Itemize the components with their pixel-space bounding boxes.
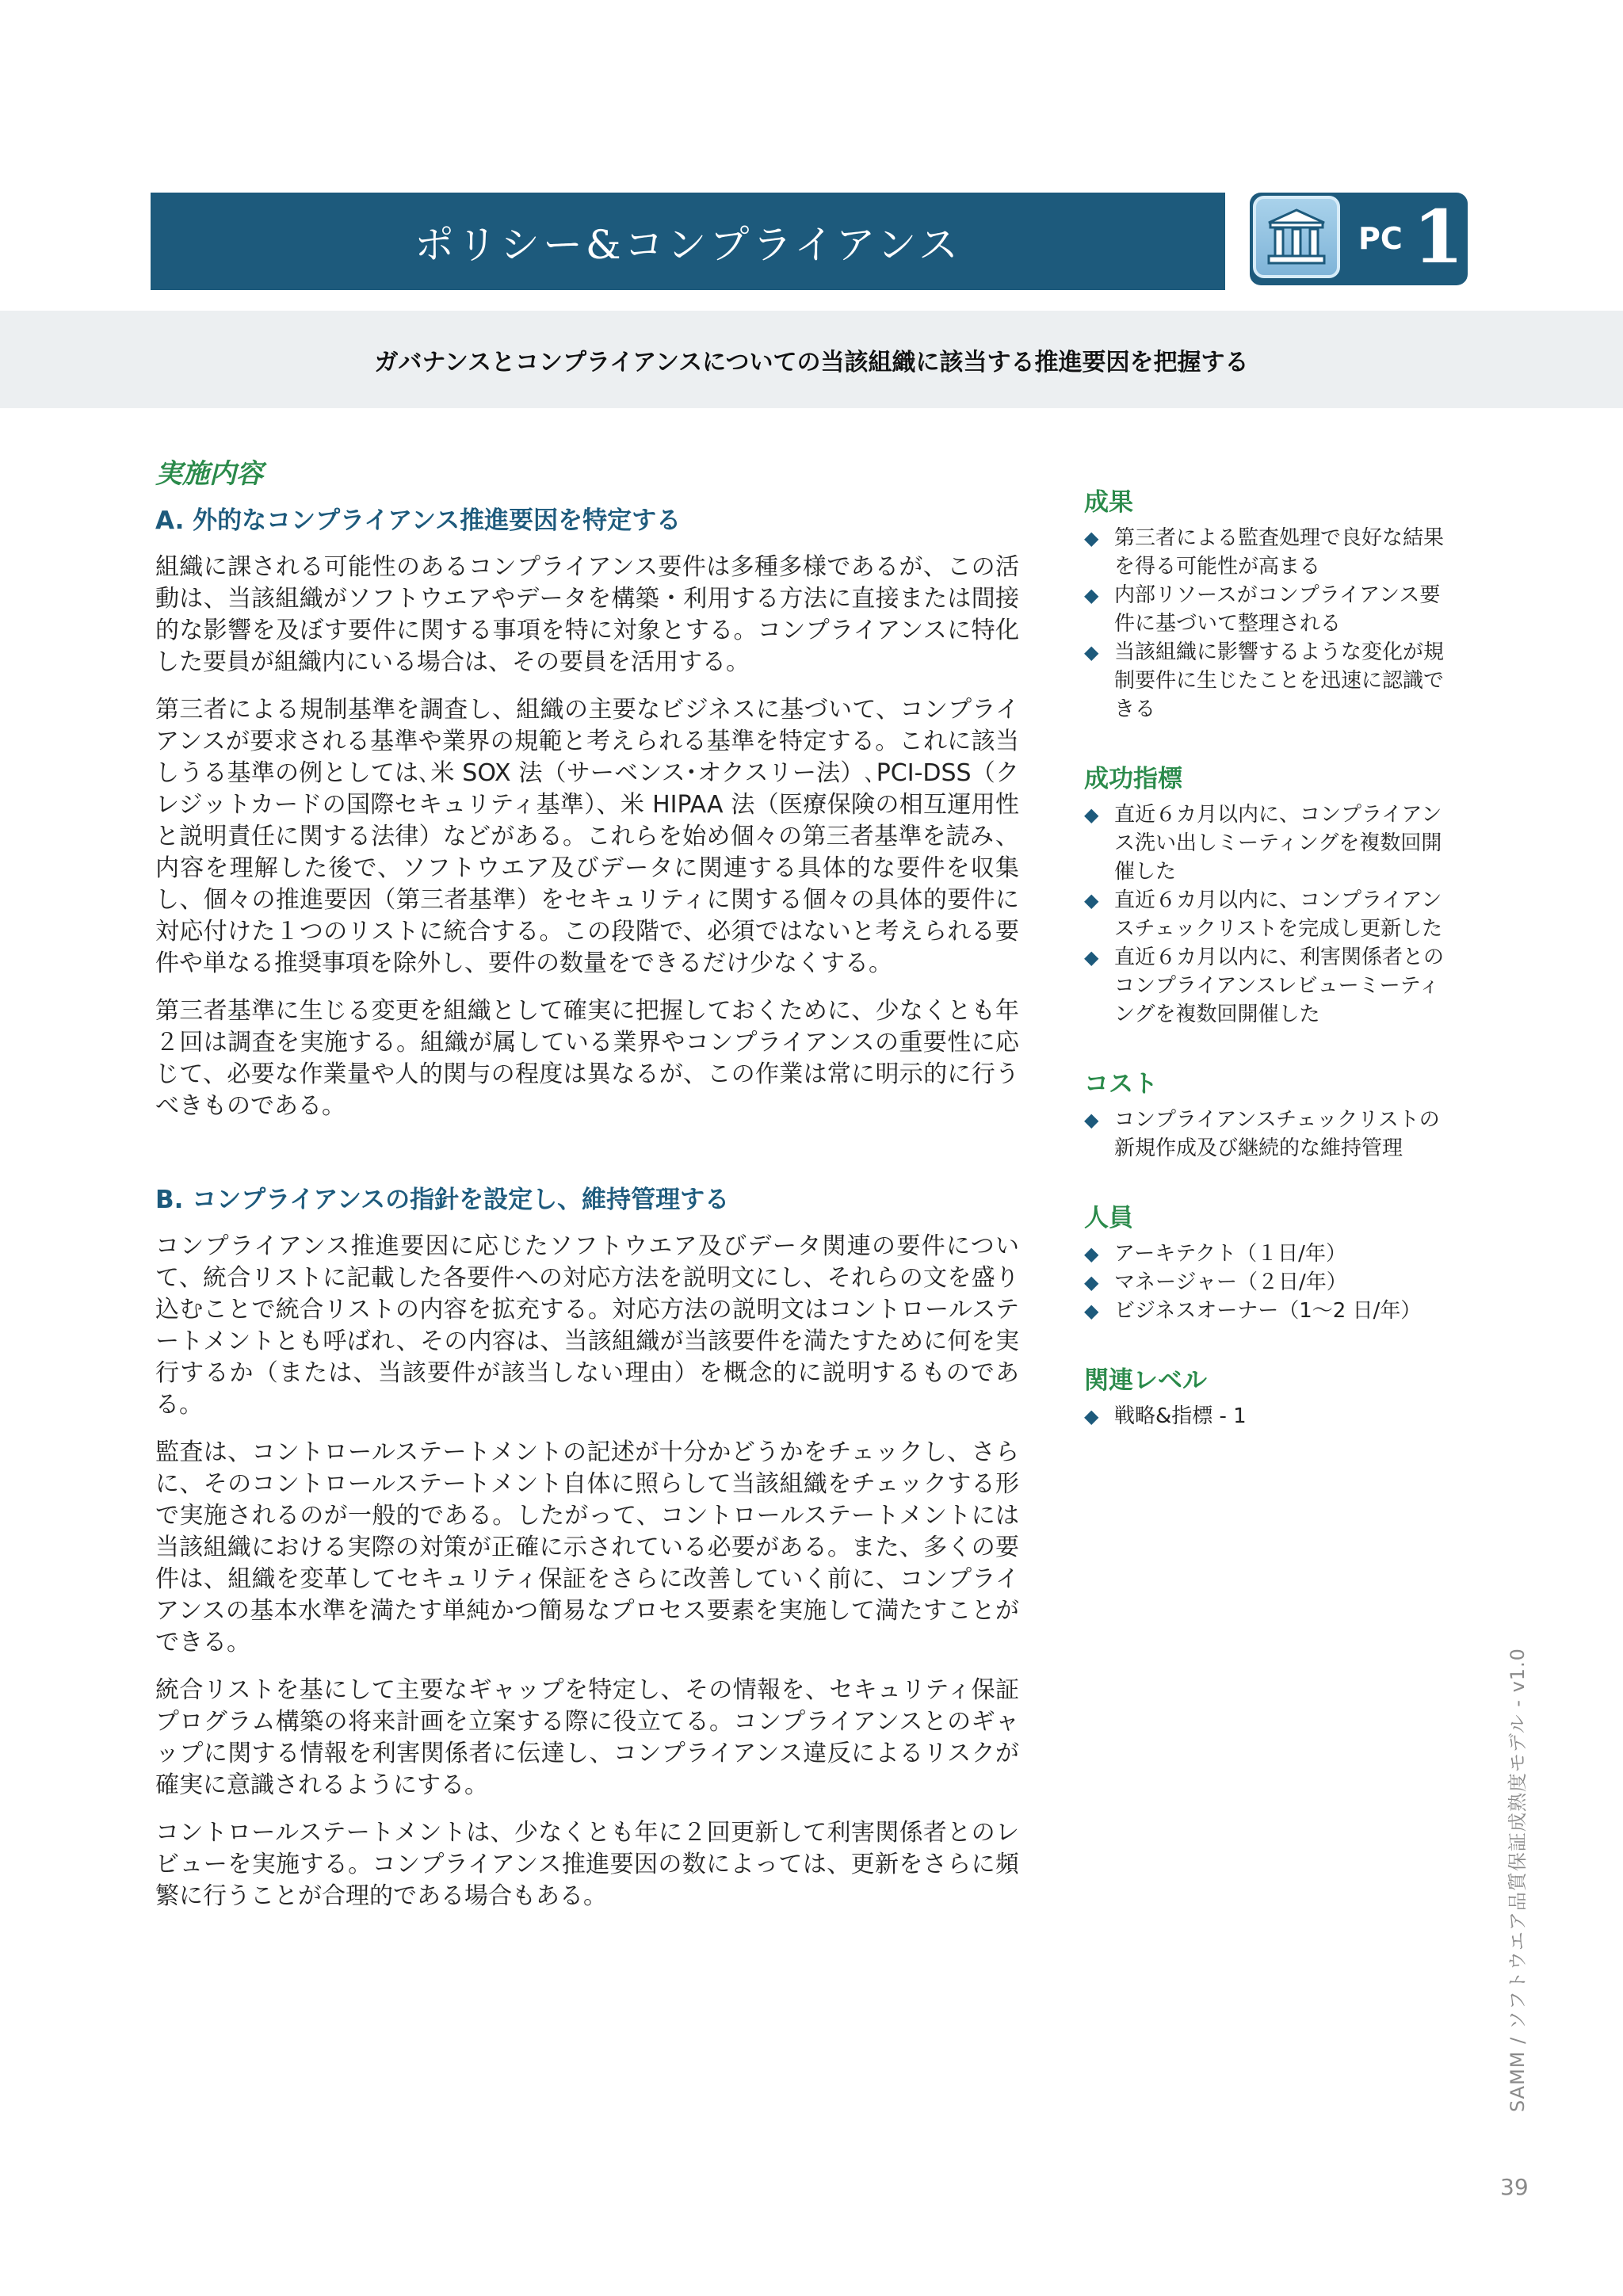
practice-code: PC xyxy=(1358,221,1403,256)
related-levels-heading: 関連レベル xyxy=(1084,1366,1207,1395)
list-item xyxy=(1084,581,1457,638)
list-item xyxy=(1084,524,1457,581)
activities-heading: 実施内容 xyxy=(155,458,263,490)
results-heading: 成果 xyxy=(1084,488,1133,517)
list-item xyxy=(1084,1268,1457,1297)
results-block xyxy=(1084,482,1457,724)
cost-block xyxy=(1084,1064,1457,1163)
list-item-text: ビジネスオーナー（1〜2 日/年） xyxy=(1114,1299,1422,1323)
activity-a-paragraph: 第三者による規制基準を調査し、組織の主要なビジネスに基づいて、コンプライアンスが要求される基準や業界の規範と考えられる基準を特定する。これに該当しうる基準の例としては､米 SOX 法（サーベンス･オクスリー法）､PCI-DSS（クレジットカードの国際セキュリティ基準）、米 HIPAA 法（医療保険の相互運用性と説明責任に関する法律）などがある。これらを始め個々の第三者基準を読み、内容を理解した後で、ソフトウエア及びデータに関連する具体的な要件を収集し、個々の推進要因（第三者基準）をセキュリティに関する個々の具体的要件に対応付けた１つのリストに統合する。この段階で、必須ではないと考えられる要件や単なる推奨事項を除外し、要件の数量をできるだけ少なくする。 xyxy=(155,696,1019,977)
list-item xyxy=(1084,886,1457,943)
maturity-level: 1 xyxy=(1413,194,1465,280)
list-item-text: コンプライアンスチェックリストの新規作成及び継続的な維持管理 xyxy=(1114,1108,1440,1160)
list-item-text: 直近６カ月以内に、利害関係者とのコンプライアンスレビューミーティングを複数回開催した xyxy=(1114,946,1445,1026)
activity-b-paragraph: コントロールステートメントは、少なくとも年に２回更新して利害関係者とのレビューを実施する。コンプライアンス推進要因の数によっては、更新をさらに頻繁に行うことが合理的である場合もある。 xyxy=(155,1819,1019,1910)
activity-a-paragraph: 第三者基準に生じる変更を組織として確実に把握しておくために、少なくとも年２回は調査を実施する。組織が属している業界やコンプライアンスの重要性に応じて、必要な作業量や人的関与の程度は異なるが、この作業は常に明示的に行うべきものである。 xyxy=(155,997,1019,1120)
personnel-block xyxy=(1084,1198,1457,1325)
diamond-bullet-icon: ◆ xyxy=(1084,1405,1099,1427)
diamond-bullet-icon: ◆ xyxy=(1084,1109,1099,1131)
list-item xyxy=(1084,800,1457,886)
list-item-text: マネージャー（２日/年） xyxy=(1114,1270,1347,1294)
list-item-text: アーキテクト（１日/年） xyxy=(1114,1242,1346,1266)
list-item-text: 戦略&指標 - 1 xyxy=(1114,1404,1247,1428)
list-item xyxy=(1084,638,1457,724)
diamond-bullet-icon: ◆ xyxy=(1084,1300,1099,1322)
list-item-text: 直近６カ月以内に、コンプライアンスチェックリストを完成し更新した xyxy=(1114,888,1443,941)
list-item xyxy=(1084,1297,1457,1325)
page-number: 39 xyxy=(1500,2174,1529,2200)
cost-heading: コスト xyxy=(1084,1070,1158,1098)
sidebar xyxy=(1084,482,1457,1465)
objective-text: ガバナンスとコンプライアンスについての当該組織に該当する推進要因を把握する xyxy=(374,348,1249,376)
activity-b-paragraph: 監査は、コントロールステートメントの記述が十分かどうかをチェックし、さらに、そのコントロールステートメント自体に照らして当該組織をチェックする形で実施されるのが一般的である。したがって、コントロールステートメントには当該組織における実際の対策が正確に示されている必要がある。また、多くの要件は、組織を変革してセキュリティ保証をさらに改善していく前に、コンプライアンスの基本水準を満たす単純かつ簡易なプロセス要素を実施して満たすことができる。 xyxy=(155,1438,1019,1656)
document-footer-text: SAMM / ソフトウエア品質保証成熟度モデル - v1.0 xyxy=(1507,1648,1529,2112)
activity-b-paragraph: コンプライアンス推進要因に応じたソフトウエア及びデータ関連の要件について、統合リストに記載した各要件への対応方法を説明文にし、それらの文を盛り込むことで統合リストの内容を拡充する。対応方法の説明文はコントロールステートメントとも呼ばれ、その内容は、当該組織が当該要件を満たすために何を実行するか（または、当該要件が該当しない理由）を概念的に説明するものである。 xyxy=(155,1232,1019,1419)
diamond-bullet-icon: ◆ xyxy=(1084,527,1099,549)
activity-a-paragraph: 組織に課される可能性のあるコンプライアンス要件は多種多様であるが、この活動は、当該組織がソフトウエアやデータを構築・利用する方法に直接または間接的な影響を及ぼす要件に関する事項を特に対象とする。コンプライアンスに特化した要員が組織内にいる場合は、その要員を活用する。 xyxy=(155,553,1019,676)
activity-b-heading: B. コンプライアンスの指針を設定し、維持管理する xyxy=(155,1186,730,1214)
list-item xyxy=(1084,1240,1457,1268)
diamond-bullet-icon: ◆ xyxy=(1084,641,1099,663)
diamond-bullet-icon: ◆ xyxy=(1084,1243,1099,1265)
diamond-bullet-icon: ◆ xyxy=(1084,946,1099,968)
related-levels-block xyxy=(1084,1360,1457,1431)
diamond-bullet-icon: ◆ xyxy=(1084,1271,1099,1293)
list-item xyxy=(1084,943,1457,1029)
list-item-text: 内部リソースがコンプライアンス要件に基づいて整理される xyxy=(1114,583,1441,636)
title-bar xyxy=(151,193,1225,290)
list-item-text: 第三者による監査処理で良好な結果を得る可能性が高まる xyxy=(1114,526,1445,579)
section-spacer xyxy=(155,1138,1019,1179)
pillared-building-icon xyxy=(1253,196,1340,278)
activity-a-heading: A. 外的なコンプライアンス推進要因を特定する xyxy=(155,506,682,535)
list-item xyxy=(1084,1106,1457,1163)
metrics-heading: 成功指標 xyxy=(1084,765,1182,793)
list-item-text: 当該組織に影響するような変化が規制要件に生じたことを迅速に認識できる xyxy=(1114,640,1445,721)
practice-badge xyxy=(1250,193,1468,285)
list-item-text: 直近６カ月以内に、コンプライアンス洗い出しミーティングを複数回開催した xyxy=(1114,803,1442,884)
metrics-block xyxy=(1084,758,1457,1029)
list-item xyxy=(1084,1402,1457,1431)
diamond-bullet-icon: ◆ xyxy=(1084,584,1099,606)
activity-b-paragraph: 統合リストを基にして主要なギャップを特定し、その情報を、セキュリティ保証プログラム構築の将来計画を立案する際に役立てる。コンプライアンスとのギャップに関する情報を利害関係者に伝達し、コンプライアンス違反によるリスクが確実に意識されるようにする。 xyxy=(155,1676,1019,1799)
page-title: ポリシー&コンプライアンス xyxy=(414,221,961,268)
personnel-heading: 人員 xyxy=(1084,1204,1133,1232)
main-column xyxy=(155,452,1019,1928)
diamond-bullet-icon: ◆ xyxy=(1084,804,1099,826)
objective-band xyxy=(0,311,1623,408)
diamond-bullet-icon: ◆ xyxy=(1084,889,1099,911)
